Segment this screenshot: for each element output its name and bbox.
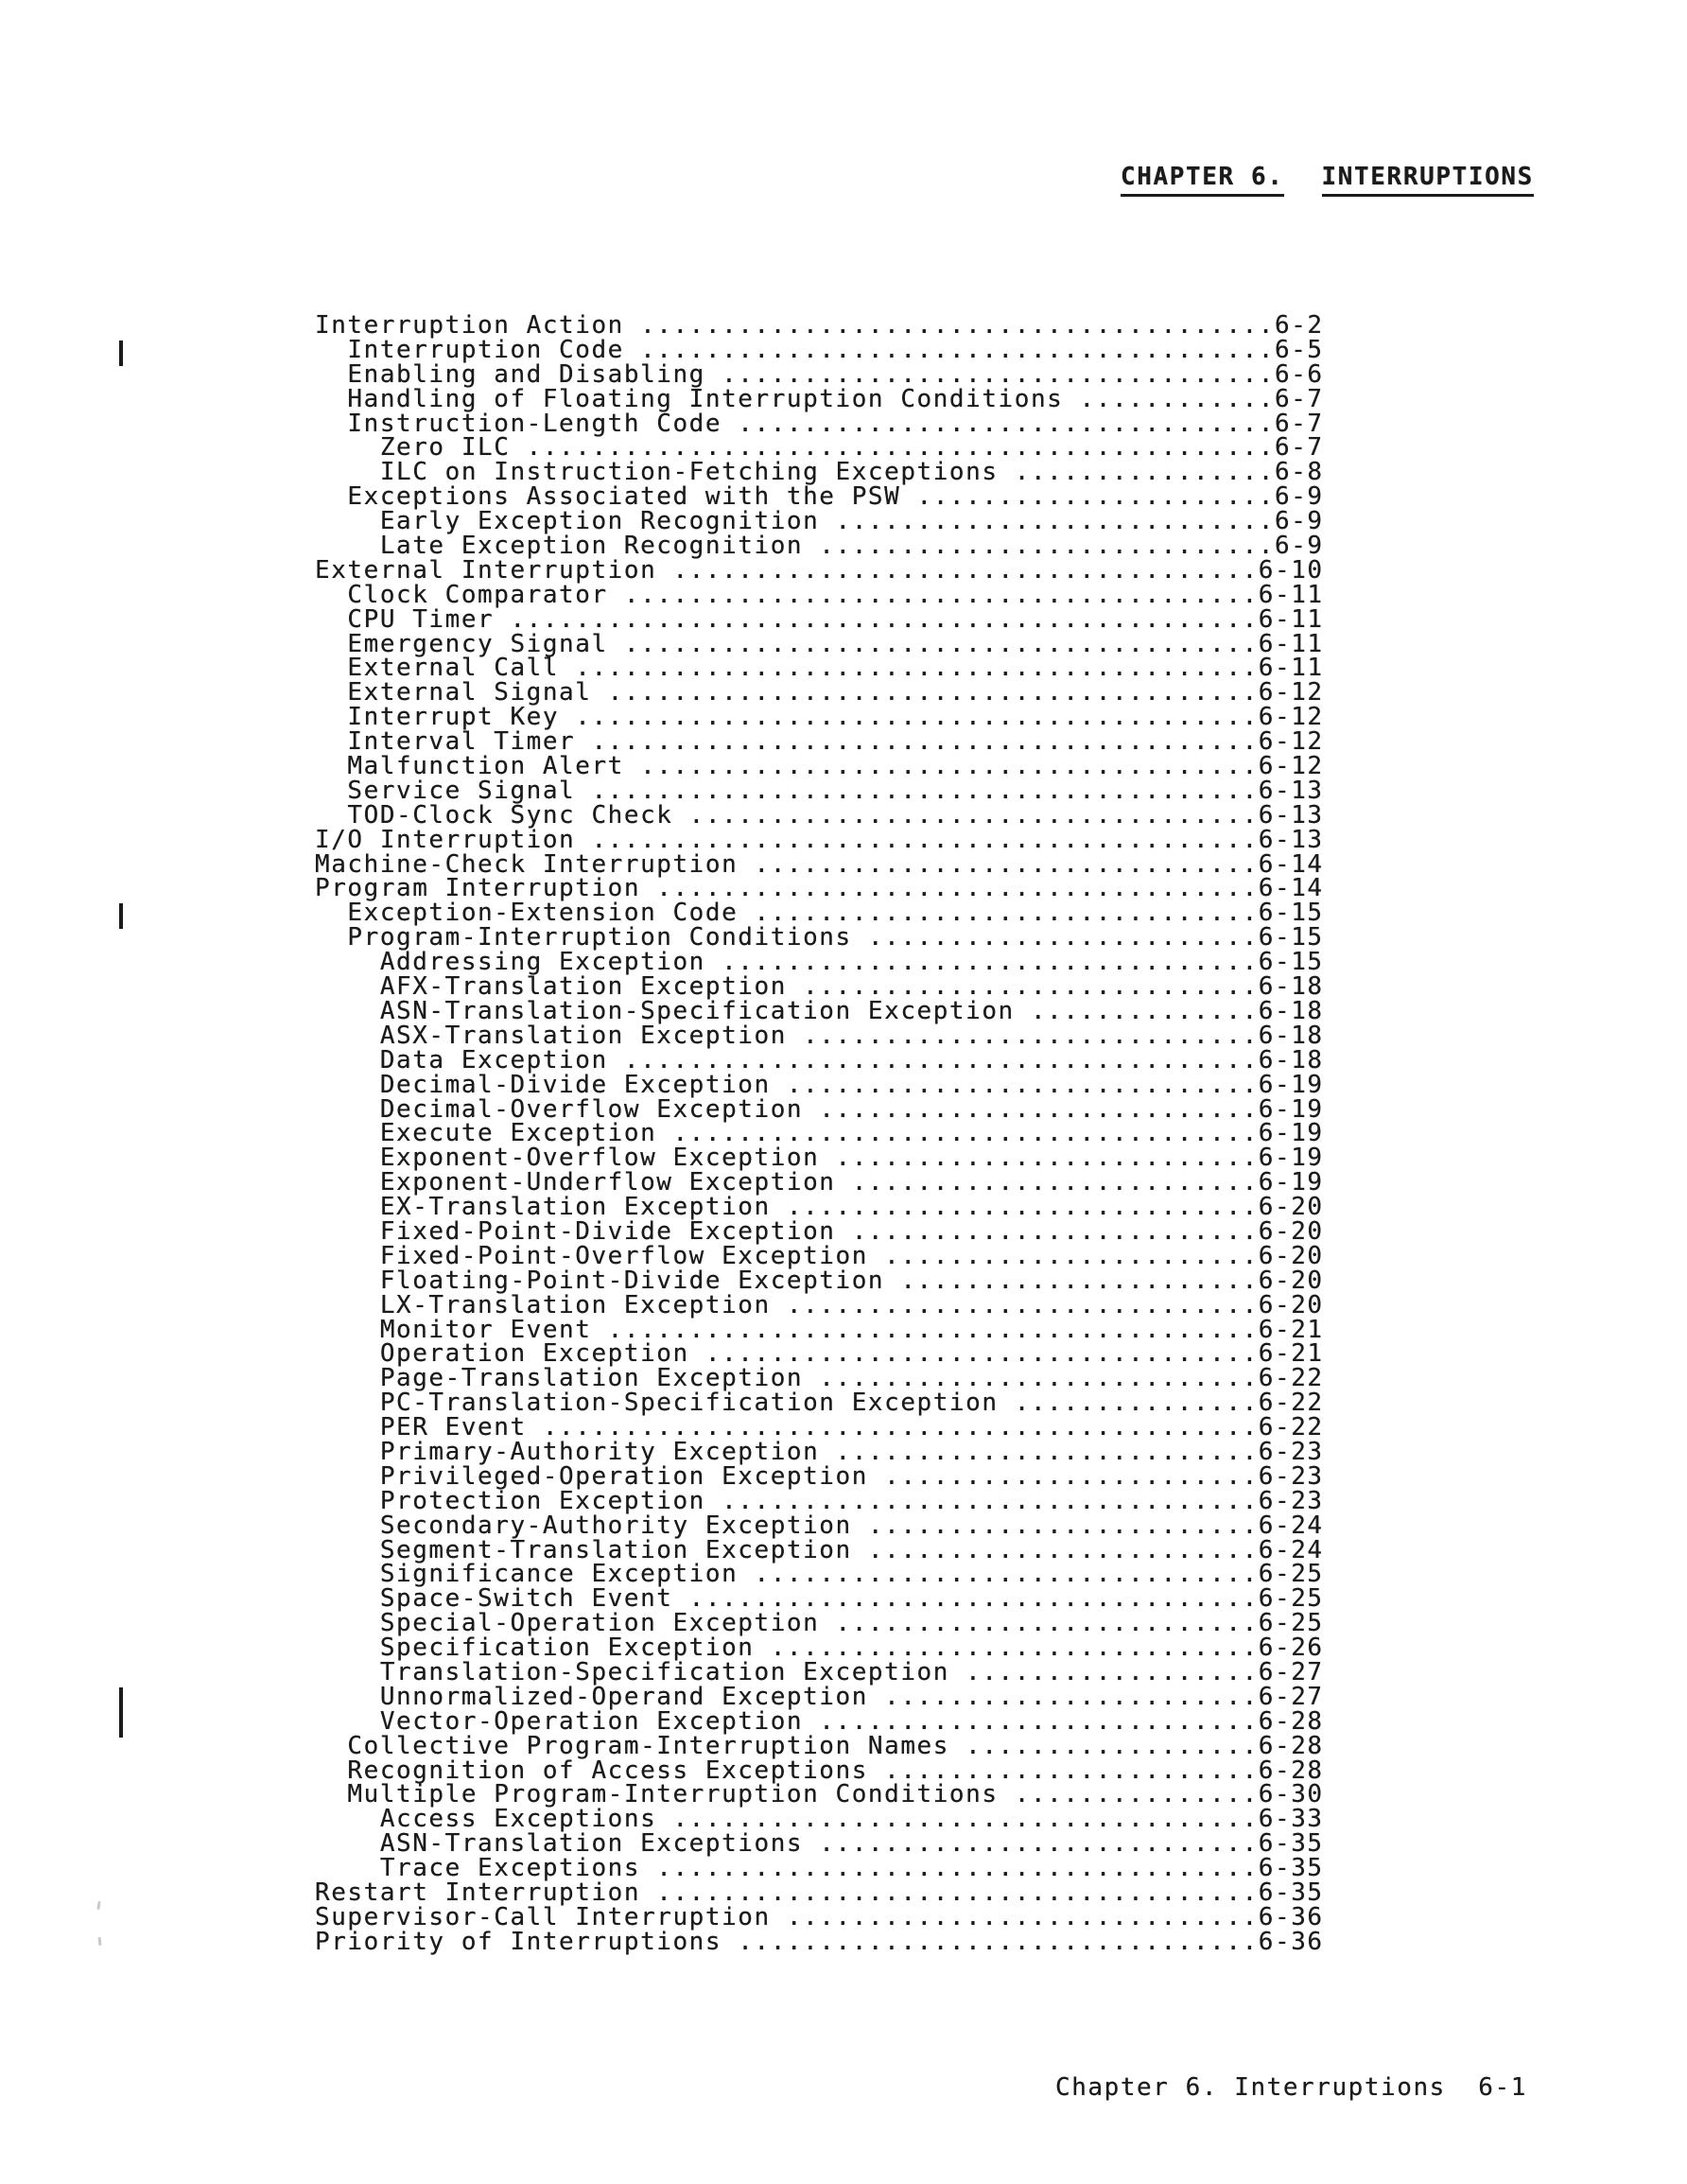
chapter-header-number: CHAPTER 6.	[1121, 163, 1284, 197]
toc-entry-text: CPU Timer ..............................................6-11	[315, 604, 1324, 634]
change-bar	[119, 1712, 123, 1738]
change-bar	[119, 341, 123, 366]
toc-entry-text: AFX-Translation Exception ............................6-18	[315, 972, 1324, 1002]
toc-entry-text: Page-Translation Exception ...........................6-22	[315, 1364, 1324, 1393]
toc-entry-text: Exponent-Overflow Exception ..........................6-19	[315, 1144, 1324, 1173]
toc-entry-text: Machine-Check Interruption ...............................6-14	[315, 849, 1324, 879]
toc-entry-text: Exponent-Underflow Exception .........................6-19	[315, 1168, 1324, 1197]
toc-entry-text: Operation Exception ..................................6-21	[315, 1339, 1324, 1369]
toc-entry-text: ASX-Translation Exception ............................6-18	[315, 1021, 1324, 1050]
toc-entry-text: Secondary-Authority Exception ........................6-24	[315, 1511, 1324, 1540]
toc-entry-text: Execute Exception ....................................6-19	[315, 1119, 1324, 1148]
toc-entry-text: LX-Translation Exception .............................6-20	[315, 1290, 1324, 1319]
toc-entry-text: Collective Program-Interruption Names ..................6-28	[315, 1731, 1324, 1760]
toc-entry-text: Interval Timer .........................................6-12	[315, 727, 1324, 757]
toc-entry-text: EX-Translation Exception .............................6-20	[315, 1193, 1324, 1222]
toc-entry-text: Fixed-Point-Overflow Exception .......................6-20	[315, 1241, 1324, 1270]
toc-entry-text: TOD-Clock Sync Check ...................................6-13	[315, 800, 1324, 830]
toc-entry-text: Enabling and Disabling ..................................6-6	[315, 359, 1324, 389]
toc-entry-text: ASN-Translation Exceptions ...........................6-35	[315, 1829, 1324, 1859]
toc-entry-text: External Signal ........................................6-12	[315, 678, 1324, 708]
toc-entry-text: Unnormalized-Operand Exception .......................6-27	[315, 1682, 1324, 1711]
footer-chapter-label: Chapter 6. Interruptions	[1055, 2073, 1446, 2102]
toc-entry-text: Early Exception Recognition ...........................6-9	[315, 507, 1324, 536]
toc-entry-text: Zero ILC ..............................................6-7	[315, 433, 1324, 463]
chapter-header	[1121, 163, 1534, 191]
scan-artifact	[98, 1937, 102, 1946]
toc-entry-text: External Interruption ....................................6-10	[315, 555, 1324, 585]
toc-entry-text: Floating-Point-Divide Exception ......................6-20	[315, 1266, 1324, 1295]
page-footer	[1055, 2073, 1527, 2102]
toc-entry-text: I/O Interruption .........................................6-13	[315, 825, 1324, 854]
toc-entry-text: Instruction-Length Code .................................6-7	[315, 409, 1324, 438]
toc-entry-text: External Call ..........................................6-11	[315, 654, 1324, 683]
toc-entry-text: Restart Interruption .....................................6-35	[315, 1878, 1324, 1907]
toc-entry-text: ILC on Instruction-Fetching Exceptions ................6-8	[315, 458, 1324, 487]
toc-entry-text: Decimal-Overflow Exception ...........................6-19	[315, 1094, 1324, 1124]
chapter-header-title: INTERRUPTIONS	[1322, 163, 1534, 197]
toc-entry-text: Malfunction Alert ......................................6-12	[315, 752, 1324, 781]
toc-entry-text: Vector-Operation Exception ...........................6-28	[315, 1706, 1324, 1736]
toc-entry-text: Clock Comparator .......................................6-11	[315, 580, 1324, 609]
toc-entry-text: Emergency Signal .......................................6-11	[315, 629, 1324, 658]
toc-entry-text: Program Interruption .....................................6-14	[315, 874, 1324, 903]
toc-entry-text: Special-Operation Exception ..........................6-25	[315, 1609, 1324, 1638]
toc-entry-text: Privileged-Operation Exception .......................6-23	[315, 1461, 1324, 1491]
toc-entry-text: Interruption Action .......................................6-2	[315, 311, 1324, 340]
toc-entry-text: Interruption Code .......................................6-5	[315, 335, 1324, 364]
toc-entry-text: Specification Exception ..............................6-26	[315, 1634, 1324, 1663]
table-of-contents	[315, 311, 1374, 1956]
toc-entry-text: Priority of Interruptions ................................6-36	[315, 1927, 1324, 1956]
toc-entry-text: Access Exceptions ....................................6-33	[315, 1805, 1324, 1834]
toc-entry-text: Handling of Floating Interruption Conditions ............6-7	[315, 384, 1324, 413]
scan-artifact	[96, 1901, 100, 1910]
change-bar	[119, 1687, 123, 1713]
toc-entry-text: Translation-Specification Exception ..................6-27	[315, 1657, 1324, 1686]
toc-entry-text: Addressing Exception .................................6-15	[315, 948, 1324, 977]
change-bar	[119, 903, 123, 929]
toc-entry-text: Exception-Extension Code ...............................6-15	[315, 899, 1324, 928]
toc-entry-text: Recognition of Access Exceptions .......................6-28	[315, 1756, 1324, 1785]
toc-entry-text: Significance Exception ...............................6-25	[315, 1560, 1324, 1589]
toc-entry-text: Space-Switch Event ...................................6-25	[315, 1584, 1324, 1614]
toc-entry-text: Multiple Program-Interruption Conditions ...............6-30	[315, 1780, 1324, 1809]
toc-entry	[315, 1927, 1374, 1956]
toc-entry-text: Protection Exception .................................6-23	[315, 1486, 1324, 1515]
toc-entry-text: Decimal-Divide Exception .............................6-19	[315, 1070, 1324, 1099]
toc-entry-text: Program-Interruption Conditions ........................6-15	[315, 923, 1324, 952]
toc-entry-text: Trace Exceptions .....................................6-35	[315, 1854, 1324, 1883]
toc-entry-text: PER Event ............................................6-22	[315, 1413, 1324, 1442]
toc-entry-text: Interrupt Key ..........................................6-12	[315, 703, 1324, 732]
toc-entry-text: Primary-Authority Exception ..........................6-23	[315, 1437, 1324, 1466]
toc-entry-text: Supervisor-Call Interruption .............................6-36	[315, 1902, 1324, 1931]
toc-entry-text: Data Exception .......................................6-18	[315, 1045, 1324, 1075]
toc-entry-text: PC-Translation-Specification Exception ...............6-22	[315, 1389, 1324, 1418]
toc-entry-text: Service Signal .........................................6-13	[315, 776, 1324, 805]
footer-page-number: 6-1	[1445, 2073, 1527, 2102]
toc-entry-text: Fixed-Point-Divide Exception .........................6-20	[315, 1216, 1324, 1246]
toc-entry-text: ASN-Translation-Specification Exception ..............6-18	[315, 996, 1324, 1025]
toc-entry-text: Monitor Event ........................................6-21	[315, 1315, 1324, 1344]
toc-entry-text: Late Exception Recognition ............................6-9	[315, 532, 1324, 561]
toc-entry-text: Exceptions Associated with the PSW ......................6-9	[315, 482, 1324, 512]
toc-entry-text: Segment-Translation Exception ........................6-24	[315, 1535, 1324, 1564]
